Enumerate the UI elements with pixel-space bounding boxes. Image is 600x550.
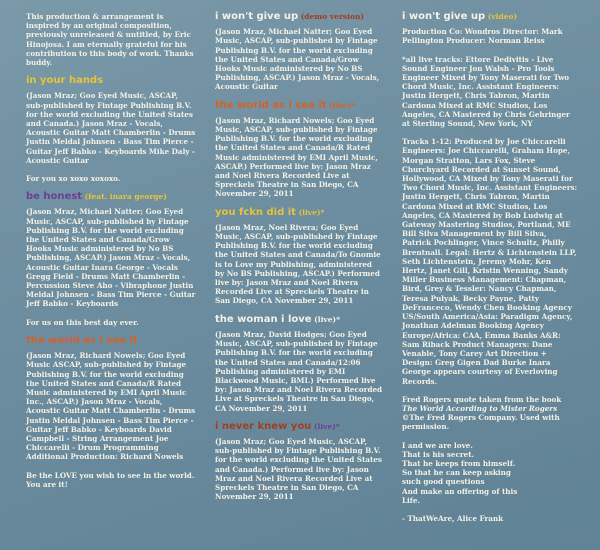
title-text: i never knew you xyxy=(215,420,312,432)
poem-line: So that he can keep asking xyxy=(402,468,511,478)
poem-line: That he keeps from himself. xyxy=(402,458,516,468)
song-title-i-wont-give-up-demo xyxy=(215,12,383,21)
song-credit: (Jason Mraz; Goo Eyed Music, ASCAP, sub-published by Fintage Publishing B.V. for the world excluding the United States and Canada.) Jason Mraz - Vocals, Acoustic Guitar Matt Chamberlin - Drums Justin Meldal Johnsen - Bass Tim Pierce - Guitar Jeff Babko - Keyboards Mike Daly - Acoustic Guitar xyxy=(26,91,196,165)
title-suffix: (live)* xyxy=(295,207,325,217)
poem-line: Life. xyxy=(402,495,420,505)
title-suffix: (video) xyxy=(485,12,518,21)
intro-text: This production & arrangement is inspired by an original composition, previously unreleased & untitled, by Eric Hinojosa. I am eternally grateful for his contribution to this body of work. Thanks buddy. xyxy=(26,12,194,68)
song-title-the-woman-i-love-live xyxy=(215,315,383,324)
song-title-i-wont-give-up-video xyxy=(402,12,578,21)
column-1 xyxy=(26,12,196,498)
song-credit: (Jason Mraz, Richard Nowels; Goo Eyed Music ASCAP, sub-published by Fintage Publishing B.V. for the world excluding the United States and Canada/R Rated Music administered by EMI April Music Inc., ASCAP.) Jason Mraz - Vocals, Acoustic Guitar Matt Chamberlin - Drums Justin Meldal Johnsen - Bass Tim Pierce - Guitar Jeff Babko - Keyboards David Campbell - String Arrangement Joe Chiccarelli - Drum Programming Additional Production: Richard Nowels xyxy=(26,351,196,462)
title-feat: (feat. inara george) xyxy=(82,192,167,202)
title-text: be honest xyxy=(26,191,83,203)
title-suffix: (live)* xyxy=(326,100,356,110)
title-suffix: (live)* xyxy=(311,421,340,431)
album-credits: Tracks 1-12: Produced by Joe Chiccarelli Engineers: Joe Chiccarelli, Graham Hope, Morgan Stratton, Lars Fox, Steve Churchyard Recorded at Sunset Sound, Hollywood, CA Mixed by Tony Maserati for Two Chord Music, Inc. Assistant Engineers: Justin Hergett, Chris Tabron, Martin Cardona Mixed at RMC Studios, Los Angeles, CA Mastered by Bob Ludwig at Gateway Mastering Studios, Portland, ME Bill Silva Management by Bill Silva, Patrick Pochlinger, Vince Schultz, Philly Brentnall. Legal: Hertz & Lichtenstein LLP, Seth Lichtenstein, Jeremy Mohr, Ken Hertz, Janet Gill, Kristin Wenning, Sandy Miller Business Management: Chapman, Bird, Grey & Tessler: Nancy Chapman, Teresa Pulyak, Becky Payne, Patty DeFranceco, Wendy Chen Booking Agency US/South America/Asia: Paradigm Agency, Jonathan Adelman Booking Agency Europe/Africa: CAA, Emma Banks A&R: Sam Riback Product Managers: Dane Venable, Tony Carey Art Direction + Design: Greg Gigen Dad Burke Inara George appears courtesy of Everloving Records. xyxy=(402,137,578,386)
title-text: i won't give up xyxy=(402,11,486,22)
title-suffix: (demo version) xyxy=(298,12,364,21)
song-credit: (Jason Mraz, Michael Natter; Goo Eyed Music, ASCAP, sub-published by Fintage Publishing B.V. for the world excluding the United States and Canada/Grow Hooks Music administered by No BS Publishing, ASCAP.) Jason Mraz - Vocals, Acoustic Guitar Inara George - Vocals Gregg Field - Drums Matt Chamberlin - Percussion Steve Aho - Vibraphone Justin Meldal Johnsen - Bass Tim Pierce - Guitar Jeff Babko - Keyboards xyxy=(26,207,196,309)
column-3 xyxy=(402,12,578,523)
title-text: the world as i see it xyxy=(215,99,327,111)
song-credit: (Jason Mraz, David Hodges; Goo Eyed Music, ASCAP, sub-published by Fintage Publishing B.V. for the world excluding the United States and Canada/12:06 Publishing administered by EMI Blackwood Music, BMI.) Performed live by: Jason Mraz and Noel Rivera Recorded Live at Spreckels Theatre in San Diego, CA November 29, 2011 xyxy=(215,329,383,413)
live-tracks-credit: *all live tracks: Ettore Dedivitis - Live Sound Engineer Jon Walsh - Pro Tools Engineer Mixed by Tony Maserati for Two Chord Music, Inc. Assistant Engineers: Justin Hergett, Chris Tabron, Martin Cardona Mixed at RMC Studios, Los Angeles, CA Mastered by Chris Gehringer at Sterling Sound, New York, NY xyxy=(402,54,570,129)
song-title-be-honest xyxy=(26,192,196,201)
song-title-the-world-as-i-see-it: the world as i see it xyxy=(26,334,138,346)
poem-line: I and we are love. xyxy=(402,440,473,450)
poem xyxy=(402,441,578,524)
quote-rest: ©The Fred Rogers Company. Used with permission. xyxy=(402,413,560,432)
song-title-i-never-knew-you-live xyxy=(215,422,383,431)
song-title-the-world-as-i-see-it-live xyxy=(215,101,383,110)
song-credit: (Jason Mraz, Noel Rivera; Goo Eyed Music, ASCAP, sub-published by Fintage Publishing B.V. for the world excluding the United States and Canada/To Gnomie is to Love my Publishing, administered by No BS Publishing, ASCAP.) Performed live by: Jason Mraz and Noel Rivera Recorded Live at Spreckels Theatre in San Diego, CA November 29, 2011 xyxy=(215,222,381,306)
poem-line: And make an offering of this xyxy=(402,486,518,496)
song-credit: (Jason Mraz, Michael Natter; Goo Eyed Music, ASCAP, sub-published by Fintage Publishing B.V. for the world excluding the United States and Canada/Grow Hooks Music administered by No BS Publishing, ASCAP.) Jason Mraz - Vocals, Acoustic Guitar xyxy=(215,27,380,92)
song-title-in-your-hands: in your hands xyxy=(26,75,104,87)
title-text: you fckn did it xyxy=(215,206,296,218)
video-production-credit: Production Co: Wondros Director: Mark Pellington Producer: Norman Reiss xyxy=(402,27,563,46)
poem-attribution: - ThatWeAre, Alice Frank xyxy=(402,513,504,523)
quote-credit xyxy=(402,395,578,432)
title-suffix: (live)* xyxy=(311,314,341,324)
title-text: the woman i love xyxy=(215,313,312,325)
song-credit: (Jason Mraz, Richard Nowels; Goo Eyed Music, ASCAP, sub-published by Fintage Publishing B.V. for the world excluding the United States and Canada/R Rated Music administered by EMI April Music, ASCAP.) Performed live by: Jason Mraz and Noel Rivera Recorded Live at Spreckels Theatre in San Diego, CA November 29, 2011 xyxy=(215,115,378,199)
dedication: Be the LOVE you wish to see in the world. You are it! xyxy=(26,470,195,489)
song-title-you-fckn-did-it-live xyxy=(215,208,383,217)
quote-book-title: The World According to Mister Rogers xyxy=(402,403,558,413)
poem-line: such good questions xyxy=(402,477,485,487)
poem-line: That is his secret. xyxy=(402,449,475,459)
quote-intro: Fred Rogers quote taken from the book xyxy=(402,394,562,404)
title-text: i won't give up xyxy=(215,11,299,22)
dedication: For us on this best day ever. xyxy=(26,317,139,327)
column-2 xyxy=(215,12,383,510)
song-credit: (Jason Mraz; Goo Eyed Music, ASCAP, sub-published by Fintage Publishing B.V. for the world excluding the United States and Canada.) Performed live by: Jason Mraz and Noel Rivera Recorded Live at Spreckels Theatre in San Diego, CA November 29, 2011 xyxy=(215,436,382,502)
dedication: For you xo xoxo xoxoxo. xyxy=(26,174,121,184)
